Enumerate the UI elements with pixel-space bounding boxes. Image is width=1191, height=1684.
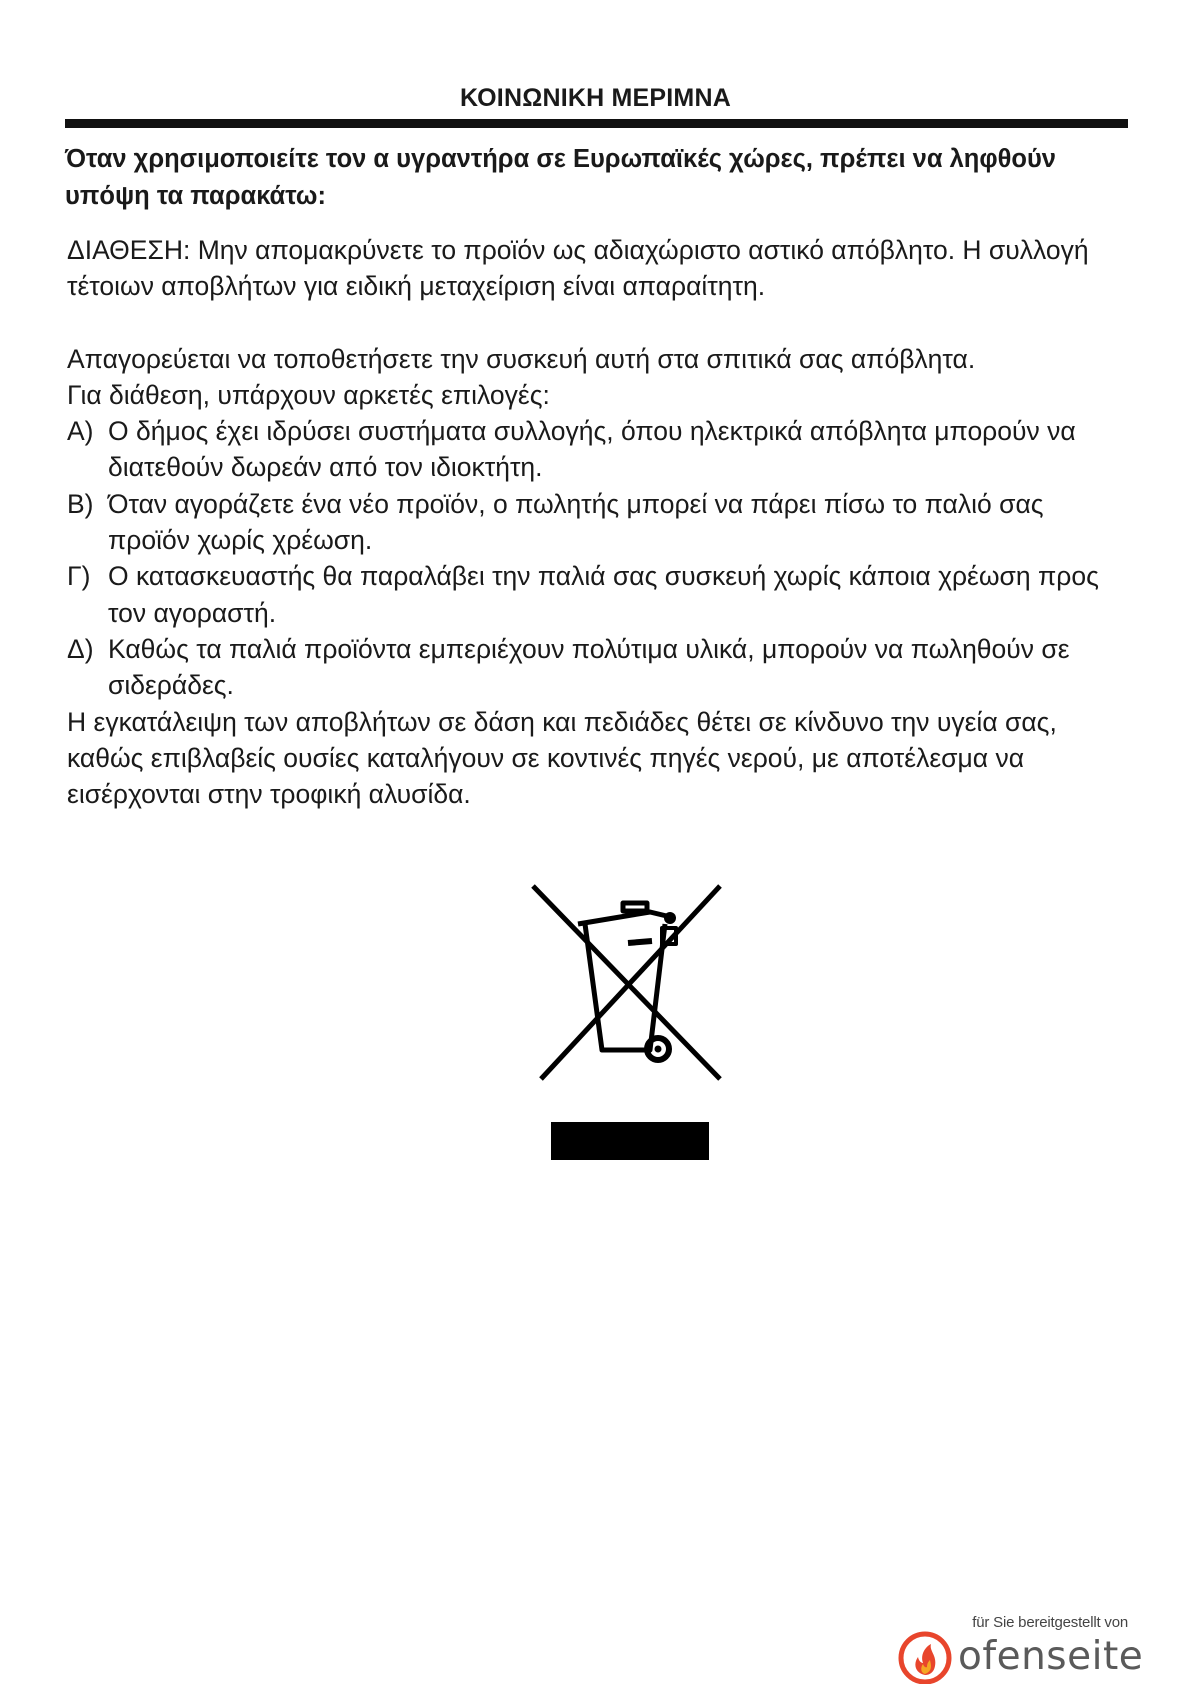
option-text: Καθώς τα παλιά προϊόντα εμπεριέχουν πολύτιμα υλικά, μπορούν να πωληθούν σε σιδεράδες. [108, 633, 1070, 701]
option-text: O δήμος έχει ιδρύσει συστήματα συλλογής, όπου ηλεκτρικά απόβλητα μπορούν να διατεθούν δωρεάν από τον ιδιοκτήτη. [108, 416, 1076, 483]
prohibited-line: Απαγορεύεται να τοποθετήσετε την συσκευή αυτή στα σπιτικά σας απόβλητα. [67, 343, 976, 374]
header-divider [65, 119, 1128, 128]
body-text [67, 232, 1127, 812]
brand-logo[interactable] [896, 1628, 1143, 1684]
closing-paragraph: Η εγκατάλειψη των αποβλήτων σε δάση και πεδιάδες θέτει σε κίνδυνο την υγεία σας, καθώς επιβλαβείς ουσίες καταλήγουν σε κοντινές πηγές νερού, με αποτέλεσμα να εισέρχονται στην τροφική αλυσίδα. [67, 706, 1057, 810]
disposal-paragraph: ΔΙΑΘΕΣΗ: Μην απομακρύνετε το προϊόν ως αδιαχώριστο αστικό απόβλητο. Η συλλογή τέτοιων αποβλήτων για ειδική μεταχείριση είναι απαραίτητη. [67, 235, 1089, 302]
option-item [67, 486, 1127, 559]
option-label: Δ) [67, 633, 94, 664]
weee-crossed-bin-icon [530, 880, 725, 1085]
weee-black-bar [551, 1122, 709, 1160]
option-item [67, 558, 1127, 631]
option-item [67, 631, 1127, 704]
option-item [67, 413, 1127, 486]
footer-credit: für Sie bereitgestellt von [972, 1614, 1128, 1631]
option-text: Όταν αγοράζετε ένα νέο προϊόν, ο πωλητής μπορεί να πάρει πίσω το παλιό σας προϊόν χωρίς χρέωση. [108, 488, 1044, 556]
option-label: B) [67, 488, 94, 519]
flame-logo-icon [896, 1628, 954, 1684]
intro-heading: Όταν χρησιμοποιείτε τον α υγραντήρα σε Ευρωπαϊκές χώρες, πρέπει να ληφθούν υπόψη τα παρακάτω: [65, 145, 1056, 210]
options-intro: Για διάθεση, υπάρχουν αρκετές επιλογές: [67, 379, 550, 410]
option-label: Γ) [67, 561, 91, 592]
brand-name: ofenseite [958, 1633, 1144, 1679]
page-title: ΚΟΙΝΩΝΙΚΗ ΜΕΡΙΜΝΑ [460, 84, 731, 112]
option-label: A) [67, 416, 94, 447]
option-text: O κατασκευαστής θα παραλάβει την παλιά σας συσκευή χωρίς κάποια χρέωση προς τον αγοραστή. [108, 561, 1099, 628]
